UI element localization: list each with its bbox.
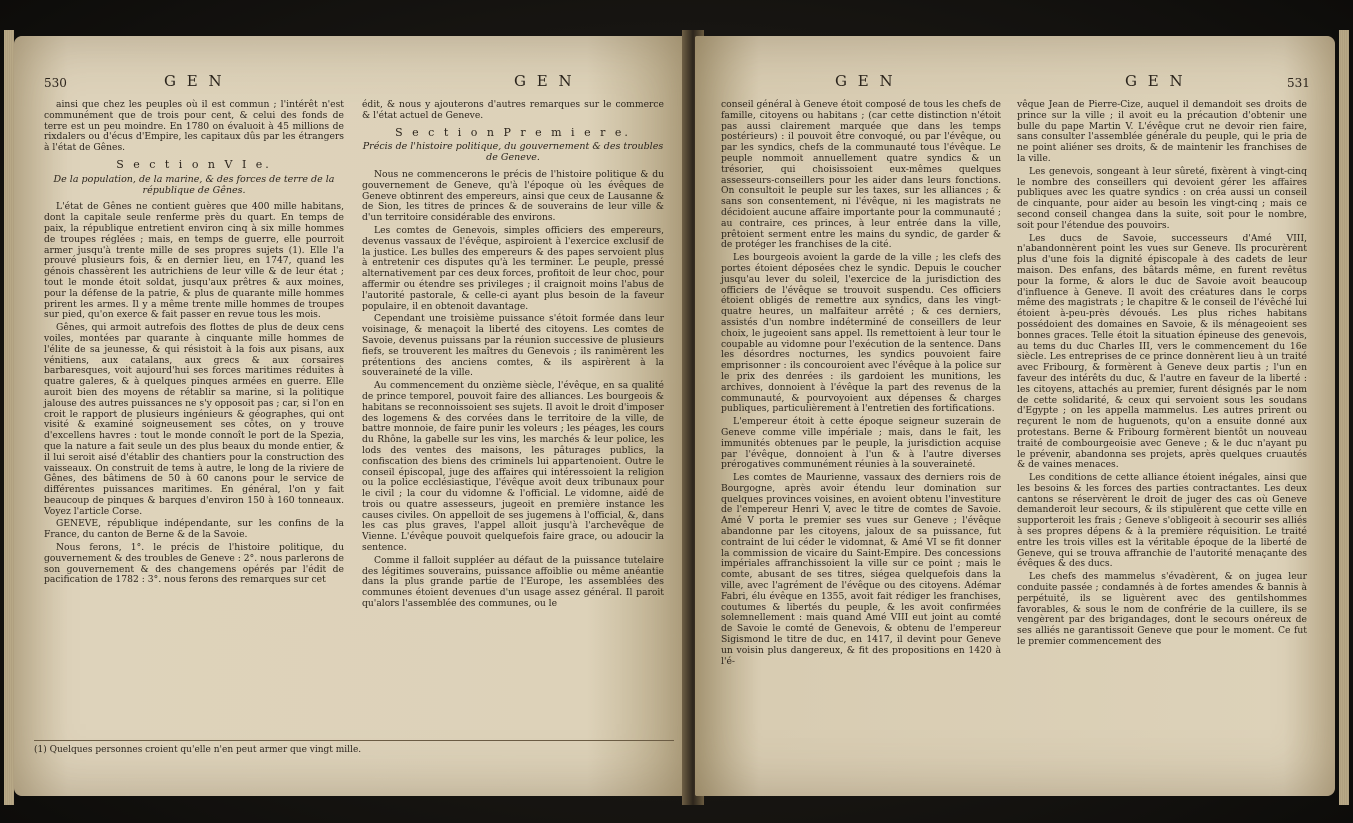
right-page-column-1 — [721, 100, 1001, 669]
page-edges-left — [4, 30, 14, 805]
footnote: (1) Quelques personnes croient qu'elle n'en peut armer que vingt mille. — [34, 740, 674, 755]
section-title: S e c t i o n V I e. — [116, 157, 272, 171]
paragraph: édit, & nous y ajouterons d'autres remarques sur le commerce & l'état actuel de Geneve. — [362, 99, 664, 121]
paragraph: Les comtes de Maurienne, vassaux des derniers rois de Bourgogne, après avoir étendu leur domination sur quelques provinces voisines, en avoient obtenu l'investiture de l'empereur Henri V, avec le titre de comtes de Savoie. Amé V porta le premier ses vues sur Geneve ; l'évêque abandonne par les citoyens, jaloux de sa puissance, fut contraint de lui céder le vidomnat, & Amé VI se fit donner la commission de vicaire du Saint-Empire. Des concessions impériales affranchissoient la ville sur ce point ; mais le comte, abusant de ses titres, siégea quelquefois dans la ville, avec l'agrément de l'évêque ou des citoyens. Adémar Fabri, élu évêque en 1355, avoit fait rédiger les franchises, coutumes & libertés du peuple, & les avoit confirmées solemnellement : mais quand Amé VIII eut joint au comté de Savoie le comté de Genevois, & obtenu de l'empereur Sigismond le titre de duc, en 1417, il devint pour Geneve un voisin plus dangereux, & fit des propositions en 1420 à l'é- — [721, 472, 1001, 667]
paragraph: Les conditions de cette alliance étoient inégales, ainsi que les besoins & les forces des parties contractantes. Les deux cantons se réservèrent le droit de juger des cas où Geneve demanderoit leur secours, & ils stipulèrent que cette ville en supporteroit les frais ; Geneve s'obligeoit à secourir ses alliés à ses propres dépens & à la première réquisition. Le traité entre les trois villes est la véritable époque de la liberté de Geneve, qui se trouva affranchie de l'autorité menaçante des évêques & des ducs. — [1017, 472, 1307, 570]
running-header-left: G E N — [164, 72, 225, 90]
right-page — [695, 36, 1335, 796]
paragraph: Au commencement du onzième siècle, l'évêque, en sa qualité de prince temporel, pouvoit faire des alliances. Les bourgeois & habitans se reconnoissoient ses sujets. Il avoit le droit d'imposer des logemens & des corvées dans le territoire de la ville, de battre monnoie, de faire punir les voleurs ; les péages, les cours du Rhône, la gabelle sur les vins, les marchés & leur police, les lods des ventes des maisons, les pâturages publics, la confiscation des biens des criminels lui appartenoient. Outre le conseil épiscopal, juge des affaires qui intéressoient la religion ou la police ecclésiastique, l'évêque avoit deux tribunaux pour le civil ; la cour du vidomne & l'official. Le vidomne, aidé de trois ou quatre assesseurs, jugeoit en première instance les causes civiles. On appelloit de ses jugemens à l'official, &, dans les cas plus graves, l'appel alloit jusqu'à l'archevêque de Vienne. L'évêque pouvoit quelquefois faire grace, ou adoucir la sentence. — [362, 380, 664, 554]
right-page-column-2 — [1017, 100, 1307, 650]
paragraph: vêque Jean de Pierre-Cize, auquel il demandoit ses droits de prince sur la ville ; il avoit eu la précaution d'obtenir une bulle du pape Martin V. L'évêque crut ne devoir rien faire, sans consulter l'assemblée générale du peuple, qui le pria de ne point aliéner ses droits, & de maintenir les franchises de la ville. — [1017, 99, 1307, 164]
left-page-column-1 — [44, 100, 344, 588]
paragraph: Nous ne commencerons le précis de l'histoire politique & du gouvernement de Geneve, qu'à l'époque où les évêques de Geneve obtinrent des empereurs, ainsi que ceux de Lausanne & de Sion, les titres de princes & de souverains de leur ville & d'un territoire considérable des environs. — [362, 168, 664, 224]
section-title: S e c t i o n P r e m i e r e. — [395, 125, 631, 139]
left-page — [14, 36, 688, 796]
paragraph: Les comtes de Genevois, simples officiers des empereurs, devenus vassaux de l'évêque, aspiroient à l'exercice exclusif de la justice. Les bulles des empereurs & des papes servoient plus à entretenir ces disputes qu'à les terminer. Le peuple, pressé alternativement par ces deux forces, profitoit de leur choc, pour affermir ou étendre ses privileges ; il craignoit moins l'abus de l'autorité pastorale, & celle-ci ayant plus besoin de la faveur populaire, il en obtenoit davantage. — [362, 224, 664, 312]
paragraph: Cependant une troisième puissance s'étoit formée dans leur voisinage, & menaçoit la liberté des citoyens. Les comtes de Savoie, devenus puissans par la réunion successive de plusieurs fiefs, se trouverent les maîtres du Genevois ; ils ranimèrent les prétentions des anciens comtes, & ils aspirèrent à la souveraineté de la ville. — [362, 313, 664, 379]
running-header-right: G E N — [1125, 72, 1186, 90]
paragraph: Les chefs des mammelus s'évadèrent, & on jugea leur conduite passée ; condamnés à de fortes amendes & bannis à perpétuité, ils se liguèrent avec des gentilshommes favorables, & sous le nom de confrérie de la cuillere, ils se vengèrent par des brigandages, dont le secours onéreux de ses alliés ne garantissoit Geneve que pour le moment. Ce fut le premier commencement des — [1017, 571, 1307, 648]
paragraph: Les bourgeois avoient la garde de la ville ; les clefs des portes étoient déposées chez le syndic. Depuis le coucher jusqu'au lever du soleil, l'exercice de la jurisdiction des officiers de l'évêque se trouvoit suspendu. Ces officiers étoient obligés de remettre aux syndics, dans les vingt-quatre heures, un malfaiteur arrêté ; & ces derniers, assistés d'un nombre indéterminé de conseillers de leur choix, le jugeoient sans appel. Ils remettoient à leur tour le coupable au vidomne pour l'exécution de la sentence. Dans les désordres nocturnes, les syndics pouvoient faire emprisonner : ils concouroient avec l'évêque à la police sur le prix des denrées : ils gardoient les munitions, les archives, donnoient à l'évêque la part des revenus de la communauté, & pourvoyoient aux dépenses & charges publiques, particulièrement à l'entretien des fortifications. — [721, 252, 1001, 415]
running-header-left: G E N — [835, 72, 896, 90]
paragraph: GENEVE, république indépendante, sur les confins de la France, du canton de Berne & de la Savoie. — [44, 518, 344, 541]
paragraph: L'empereur étoit à cette époque seigneur suzerain de Geneve comme ville impériale ; mais, dans le fait, les immunités obtenues par le peuple, la jurisdiction acquise par l'évêque, donnoient à l'un & à l'autre diverses prérogatives communément réunies à la souveraineté. — [721, 416, 1001, 471]
paragraph: Nous ferons, 1°. le précis de l'histoire politique, du gouvernement & des troubles de Geneve : 2°. nous parlerons de son gouvernement & des changemens opérés par l'édit de pacification de 1782 : 3°. nous ferons des remarques sur cet — [44, 542, 344, 586]
running-header-right: G E N — [514, 72, 575, 90]
page-number: 530 — [44, 76, 67, 90]
paragraph: Comme il falloit suppléer au défaut de la puissance tutelaire des légitimes souverains, puissance affoiblie ou même anéantie dans la plus grande partie de l'Europe, les assemblées des communes étoient devenues d'un usage assez général. Il paroit qu'alors l'assemblée des communes, ou le — [362, 554, 664, 610]
paragraph: Les genevois, songeant à leur sûreté, fixèrent à vingt-cinq le nombre des conseillers qui devoient gérer les affaires publiques avec les quatre syndics : on créa aussi un conseil de cinquante, pour aider au besoin les vingt-cinq ; mais ce second conseil changea dans la suite, soit pour le nombre, soit pour l'étendue des pouvoirs. — [1017, 165, 1307, 231]
page-number: 531 — [1287, 76, 1310, 90]
paragraph: conseil général à Geneve étoit composé de tous les chefs de famille, citoyens ou habitans ; (car cette distinction n'étoit pas aussi clairement marquée que dans les temps postérieurs) : il pouvoit être convoqué, ou par l'évêque, ou par les syndics, chefs de la communauté tous l'évêque. Le peuple nommoit annuellement quatre syndics & un trésorier, qui choisissoient eux-mêmes quelques assesseurs-conseillers pour les aider dans leurs fonctions. On consultoit le peuple sur les taxes, sur les alliances ; & sans son consentement, ni l'évêque, ni les magistrats ne décidoient aucune affaire importante pour la communauté ; au contraire, ces princes, à leur entrée dans la ville, prêtoient serment entre les mains du syndic, de garder & de protéger les franchises de la cité. — [721, 99, 1001, 251]
left-page-column-2 — [362, 100, 664, 612]
page-edges-right — [1339, 30, 1349, 805]
paragraph: L'état de Gênes ne contient guères que 400 mille habitans, dont la capitale seule renferme près du quart. En temps de paix, la république entretient environ cinq à six mille hommes de troupes réglées ; mais, en temps de guerre, elle pourroit armer jusqu'à trente mille de ses propres sujets (1). Elle l'a prouvé plusieurs fois, & en dernier lieu, en 1747, quand les génois chassèrent les autrichiens de leur ville & de leur état ; tout le monde étoit soldat, jusqu'aux prêtres & aux moines, pour la défense de la patrie, & plus de quarante mille hommes prirent les armes. Il y a même trente mille hommes de troupes sur pied, qu'on exerce & fait passer en revue tous les mois. — [44, 201, 344, 321]
section-subtitle: De la population, de la marine, & des forces de terre de la république de Gênes. — [53, 173, 335, 196]
paragraph: Les ducs de Savoie, successeurs d'Amé VIII, n'abandonnèrent point les vues sur Geneve. Ils procurèrent plus d'une fois la dignité épiscopale à des cadets de leur maison. Des enfans, des bâtards même, en furent revêtus pour la forme, & alors le duc de Savoie avoit beaucoup d'influence à Geneve. Il avoit des créatures dans le corps même des magistrats ; le chapitre & le conseil de l'évêché lui étoient à-peu-près dévoués. Les plus riches habitans possédoient des domaines en Savoie, & ils ménageoient ses bonnes graces. Telle étoit la situation épineuse des genevois, au tems du duc Charles III, vers le commencement du 16e siècle. Les entreprises de ce prince donnèrent lieu à un traité avec Fribourg, & formèrent à Geneve deux partis ; l'un en faveur des intérêts du duc, & l'autre en faveur de la liberté : les citoyens, attachés au premier, furent désignés par le nom de cette solidarité, & ceux qui servoient sous les soudans d'Egypte ; on les appella mammelus. Les autres prirent ou reçurent le nom de huguenots, qu'on a ensuite donné aux protestans. Berne & Fribourg formèrent bientôt un nouveau traité de combourgeoisie avec Geneve ; & le duc n'ayant pu le prévenir, abandonna ses projets, après quelques cruautés & de vaines menaces. — [1017, 232, 1307, 471]
paragraph: ainsi que chez les peuples où il est commun ; l'intérêt n'est communément que de trois pour cent, & celui des fonds de terre est un peu moindre. En 1780 on évaluoit à 45 millions de rixdalers ou d'écus d'Empire, les capitaux dûs par les étrangers à l'état de Gênes. — [44, 99, 344, 154]
section-subtitle: Précis de l'histoire politique, du gouvernement & des troubles de Geneve. — [362, 141, 664, 164]
paragraph: Gênes, qui armoit autrefois des flottes de plus de deux cens voiles, montées par quarante à cinquante mille hommes de l'élite de sa jeunesse, & qui résistoit à la fois aux pisans, aux vénitiens, aux catalans, aux grecs & aux corsaires barbaresques, voit aujourd'hui ses forces maritimes réduites à quatre galeres, & à quelques pinques armées en guerre. Elle auroit bien des moyens de rétablir sa marine, si la politique jalouse des autres puissances ne s'y opposoit pas ; car, si l'on en croit le rapport de plusieurs ingénieurs & géographes, qui ont visité & examiné soigneusement ses côtes, on y trouve d'excellens havres : tout le monde connoît le port de la Spezia, que la nature a fait seule un des plus beaux du monde entier, & il lui seroit aisé d'établir des chantiers pour la construction des vaisseaux. On construit de tems à autre, le long de la riviere de Gênes, des bâtimens de 50 à 60 canons pour le service de différentes puissances maritimes. En général, l'on y fait beaucoup de pinques & barques d'environ 150 à 160 tonneaux. Voyez l'article Corse. — [44, 322, 344, 517]
